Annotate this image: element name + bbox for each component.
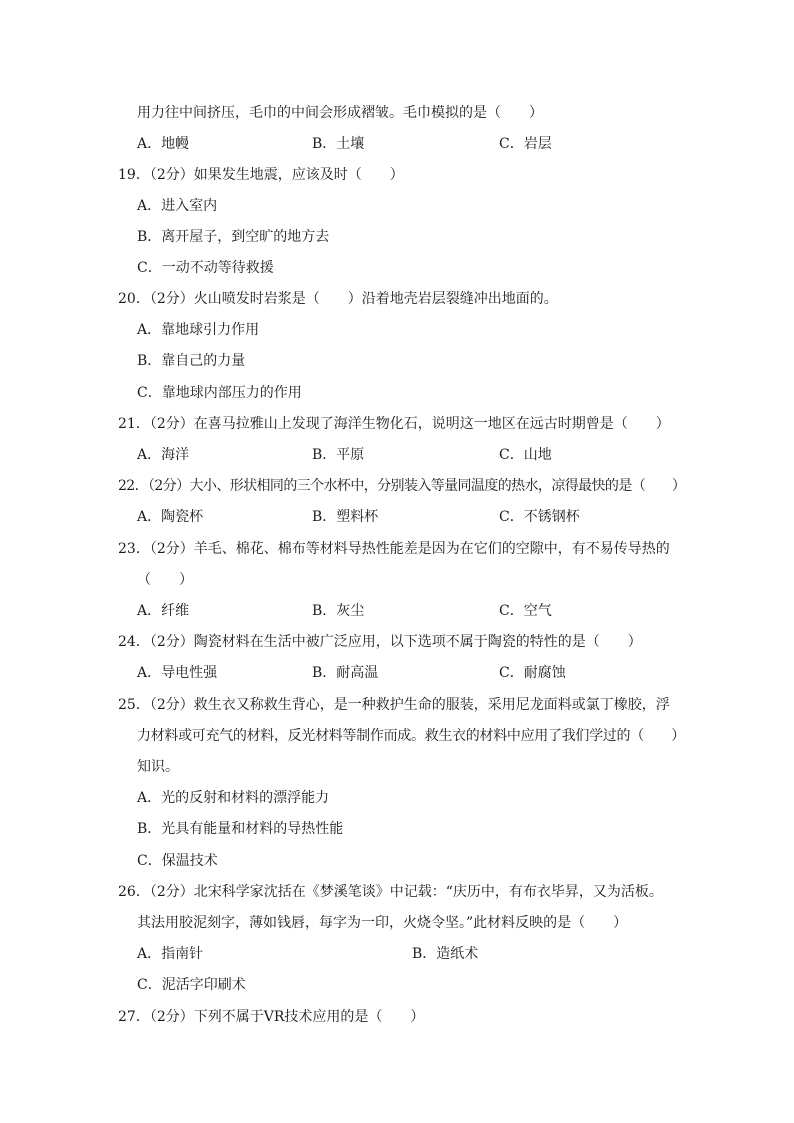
question-23-option-b: B．灰尘 (312, 603, 365, 619)
question-18-continuation: 用力往中间挤压，毛巾的中间会形成褶皱。毛巾模拟的是（ ） (137, 105, 543, 121)
question-25-option-c: C．保温技术 (137, 853, 218, 869)
question-20-option-a: A．靠地球引力作用 (137, 322, 260, 338)
question-19-stem: 19．（2分）如果发生地震，应该及时（ ） (118, 167, 404, 183)
question-26-option-c: C．泥活字印刷术 (137, 977, 246, 993)
question-26-stem: 26．（2分）北宋科学家沈括在《梦溪笔谈》中记载：“庆历中，有布衣毕昇，又为活板。 (118, 884, 663, 900)
question-25-continuation-1: 力材料或可充气的材料，反光材料等制作而成。救生衣的材料中应用了我们学过的（ ） (137, 728, 685, 744)
question-24-stem: 24．（2分）陶瓷材料在生活中被广泛应用，以下选项不属于陶瓷的特性的是（ ） (118, 634, 642, 650)
question-20-option-c: C．靠地球内部压力的作用 (137, 385, 302, 401)
question-24-option-a: A．导电性强 (137, 665, 218, 681)
question-23-continuation: （ ） (137, 572, 193, 588)
question-23-option-c: C．空气 (499, 603, 552, 619)
question-23-option-a: A．纤维 (137, 603, 190, 619)
question-24-option-c: C．耐腐蚀 (499, 665, 566, 681)
question-19-option-a: A．进入室内 (137, 198, 218, 214)
question-21-option-b: B．平原 (312, 447, 365, 463)
question-22-stem: 22．（2分）大小、形状相同的三个水杯中，分别装入等量同温度的热水，凉得最快的是（ ） (118, 478, 686, 494)
question-23-stem: 23．（2分）羊毛、棉花、棉布等材料导热性能差是因为在它们的空隙中，有不易传导热的 (118, 541, 670, 557)
question-20-option-b: B．靠自己的力量 (137, 353, 246, 369)
question-26-continuation: 其法用胶泥刻字，薄如钱唇，每字为一印，火烧令坚。”此材料反映的是（ ） (137, 915, 628, 931)
question-18-option-b: B．土壤 (312, 136, 365, 152)
question-21-option-a: A．海洋 (137, 447, 190, 463)
question-27-stem: 27．（2分）下列不属于VR技术应用的是（ ） (118, 1009, 425, 1025)
question-25-option-b: B．光具有能量和材料的导热性能 (137, 821, 344, 837)
question-26-option-b: B．造纸术 (412, 946, 479, 962)
question-22-option-c: C．不锈钢杯 (499, 509, 580, 525)
question-18-option-a: A．地幔 (137, 136, 190, 152)
question-21-option-c: C．山地 (499, 447, 552, 463)
question-18-option-c: C．岩层 (499, 136, 552, 152)
question-21-stem: 21．（2分）在喜马拉雅山上发现了海洋生物化石，说明这一地区在远古时期曾是（ ） (118, 416, 670, 432)
question-22-option-a: A．陶瓷杯 (137, 509, 204, 525)
question-19-option-b: B．离开屋子，到空旷的地方去 (137, 229, 330, 245)
question-22-option-b: B．塑料杯 (312, 509, 379, 525)
question-26-option-a: A．指南针 (137, 946, 204, 962)
question-25-stem: 25．（2分）救生衣又称救生背心，是一种救护生命的服装，采用尼龙面料或氯丁橡胶，浮 (118, 697, 670, 713)
question-25-option-a: A．光的反射和材料的漂浮能力 (137, 790, 330, 806)
question-19-option-c: C．一动不动等待救援 (137, 260, 274, 276)
question-24-option-b: B．耐高温 (312, 665, 379, 681)
question-25-continuation-2: 知识。 (137, 759, 179, 775)
question-20-stem: 20．（2分）火山喷发时岩浆是（ ）沿着地壳岩层裂缝冲出地面的。 (118, 291, 558, 307)
